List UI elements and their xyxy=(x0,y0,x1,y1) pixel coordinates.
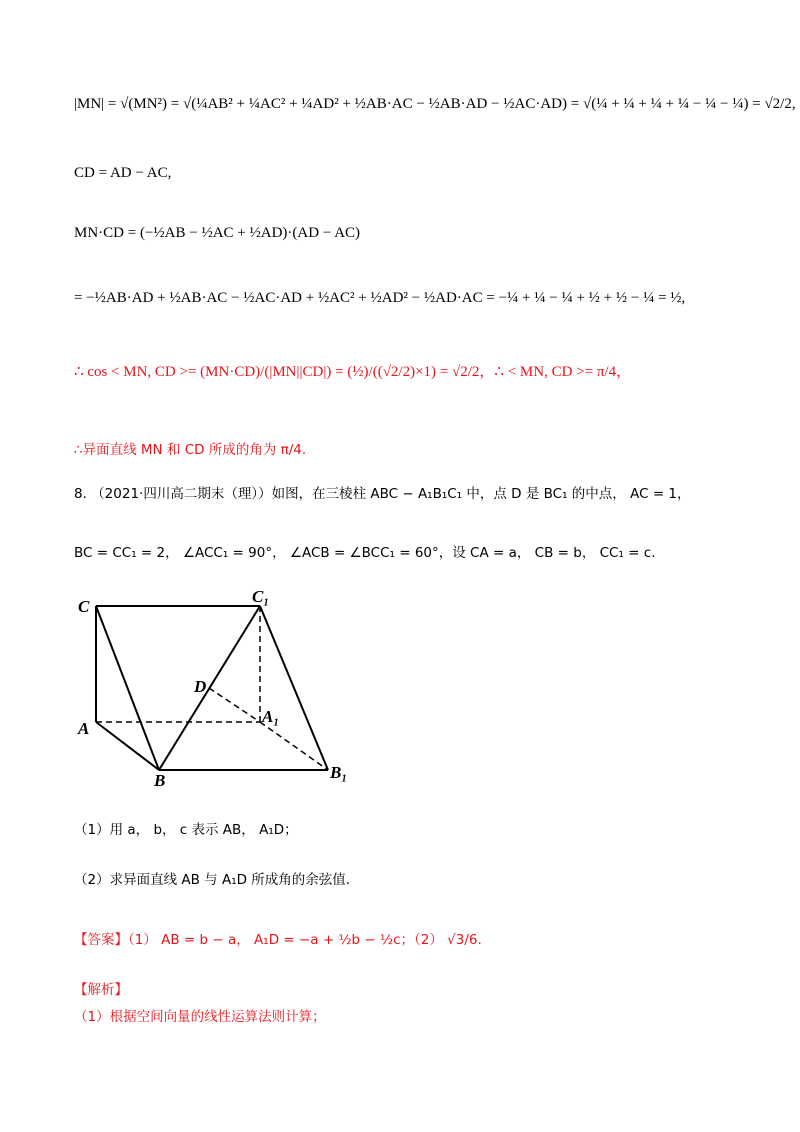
formula-cd-vector: CD = AD − AC, xyxy=(74,165,172,181)
answer-line: 【答案】（1） AB = b − a， A₁D = −a + ½b − ½c；（2） √3/6. xyxy=(74,932,482,948)
edge-d-a1 xyxy=(209,688,260,722)
label-a: A xyxy=(78,719,90,738)
label-c: C xyxy=(78,597,90,616)
label-c1: C₁ xyxy=(252,587,270,606)
analysis-heading: 【解析】 xyxy=(74,982,128,998)
problem-8-statement: 8. （2021·四川高二期末（理））如图，在三棱柱 ABC − A₁B₁C₁ 中，点 D 是 BC₁ 的中点， AC = 1， xyxy=(74,486,691,502)
question-2: （2）求异面直线 AB 与 A₁D 所成角的余弦值. xyxy=(74,872,351,888)
label-a1: A₁ xyxy=(262,707,280,726)
analysis-step-1: （1）根据空间向量的线性运算法则计算； xyxy=(74,1009,326,1025)
label-d: D xyxy=(194,677,207,696)
formula-mn-magnitude: |MN| = √(MN²) = √(¼AB² + ¼AC² + ¼AD² + ½AB·AC − ½AB·AD − ½AC·AD) = √(¼ + ¼ + ¼ + ¼ − ¼ − ¼) = √2/2, xyxy=(74,96,796,112)
problem-8-conditions: BC = CC₁ = 2， ∠ACC₁ = 90°， ∠ACB = ∠BCC₁ = 60°，设 CA = a， CB = b， CC₁ = c. xyxy=(74,545,656,561)
formula-dot-product-setup: MN·CD = (−½AB − ½AC + ½AD)·(AD − AC) xyxy=(74,225,361,241)
formula-dot-product-result: = −½AB·AD + ½AB·AC − ½AC·AD + ½AC² + ½AD² − ½AD·AC = −¼ + ¼ − ¼ + ½ + ½ − ¼ = ½, xyxy=(74,290,686,306)
conclusion-angle: ∴异面直线 MN 和 CD 所成的角为 π/4. xyxy=(74,442,307,458)
question-1: （1）用 a， b， c 表示 AB， A₁D； xyxy=(74,822,298,838)
prism-figure xyxy=(74,586,364,786)
label-b1: B₁ xyxy=(330,763,348,782)
label-b: B xyxy=(154,771,166,786)
formula-cosine-angle: ∴ cos < MN, CD >= (MN·CD)/(|MN||CD|) = (½)/((√2/2)×1) = √2/2，∴ < MN, CD >= π/4， xyxy=(74,364,632,380)
